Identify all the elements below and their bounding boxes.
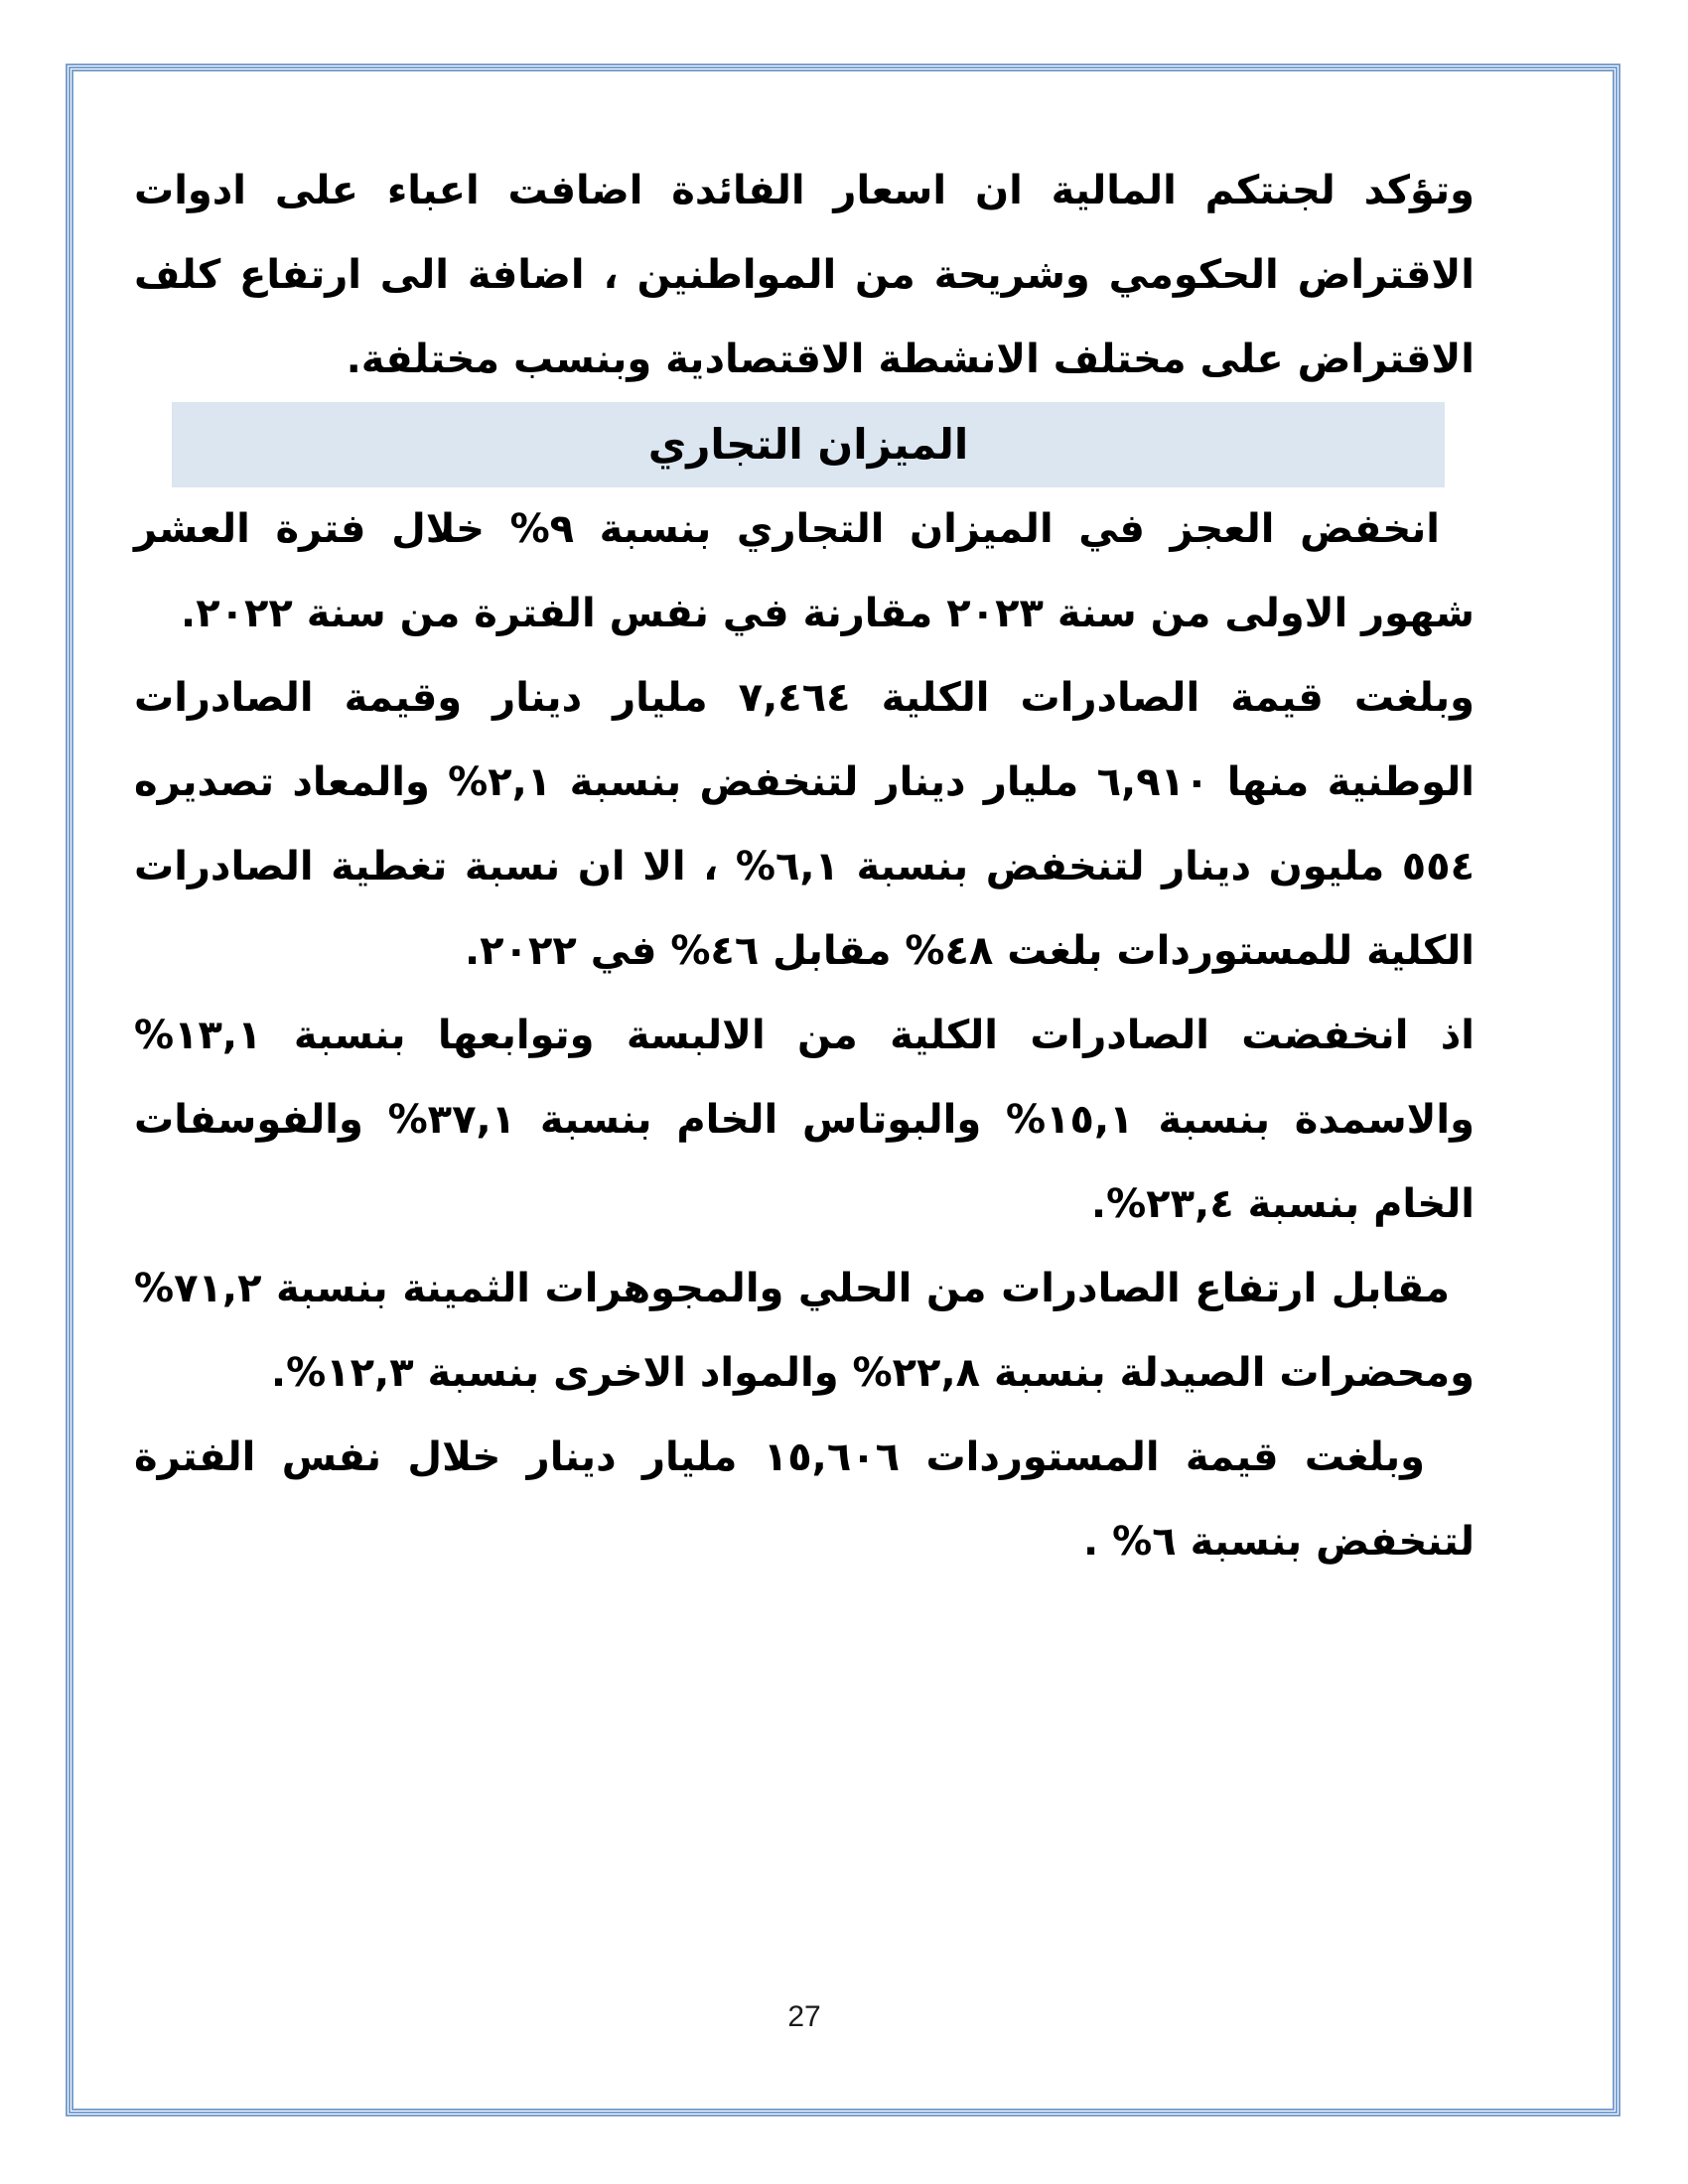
section-title: الميزان التجاري (647, 420, 969, 469)
paragraph-exports-increase-items: مقابل ارتفاع الصادرات من الحلي والمجوهرات الثمينة بنسبة ٧١,٢% ومحضرات الصيدلة بنسبة ٢٢,٨% والمواد الاخرى بنسبة ١٢,٣%. (134, 1266, 1475, 1396)
paragraph-exports-value: وبلغت قيمة الصادرات الكلية ٧,٤٦٤ مليار دينار وقيمة الصادرات الوطنية منها ٦,٩١٠ مليار دينار لتنخفض بنسبة ٢,١% والمعاد تصديره ٥٥٤ مليون دينار لتنخفض بنسبة ٦,١% ، الا ان نسبة تغطية الصادرات الكلية للمستوردات بلغت ٤٨% مقابل ٤٦% في ٢٠٢٢. (134, 675, 1475, 974)
page-content (134, 0, 1475, 1584)
paragraph-exports-decline-items: اذ انخفضت الصادرات الكلية من الالبسة وتوابعها بنسبة ١٣,١% والاسمدة بنسبة ١٥,١% والبوتاس الخام بنسبة ٣٧,١% والفوسفات الخام بنسبة ٢٣,٤%. (134, 1013, 1476, 1227)
paragraph-imports-value: وبلغت قيمة المستوردات ١٥,٦٠٦ مليار دينار خلال نفس الفترة لتنخفض بنسبة ٦% . (134, 1434, 1475, 1565)
paragraph-trade-deficit: انخفض العجز في الميزان التجاري بنسبة ٩% خلال فترة العشر شهور الاولى من سنة ٢٠٢٣ مقارنة في نفس الفترة من سنة ٢٠٢٢. (134, 506, 1475, 636)
paragraph-interest-rates: وتؤكد لجنتكم المالية ان اسعار الفائدة اضافت اعباء على ادوات الاقتراض الحكومي وشريحة من المواطنين ، اضافة الى ارتفاع كلف الاقتراض على مختلف الانشطة الاقتصادية وبنسب مختلفة. (134, 168, 1475, 382)
section-header-trade-balance (172, 402, 1445, 487)
page-number: 27 (787, 2000, 821, 2033)
